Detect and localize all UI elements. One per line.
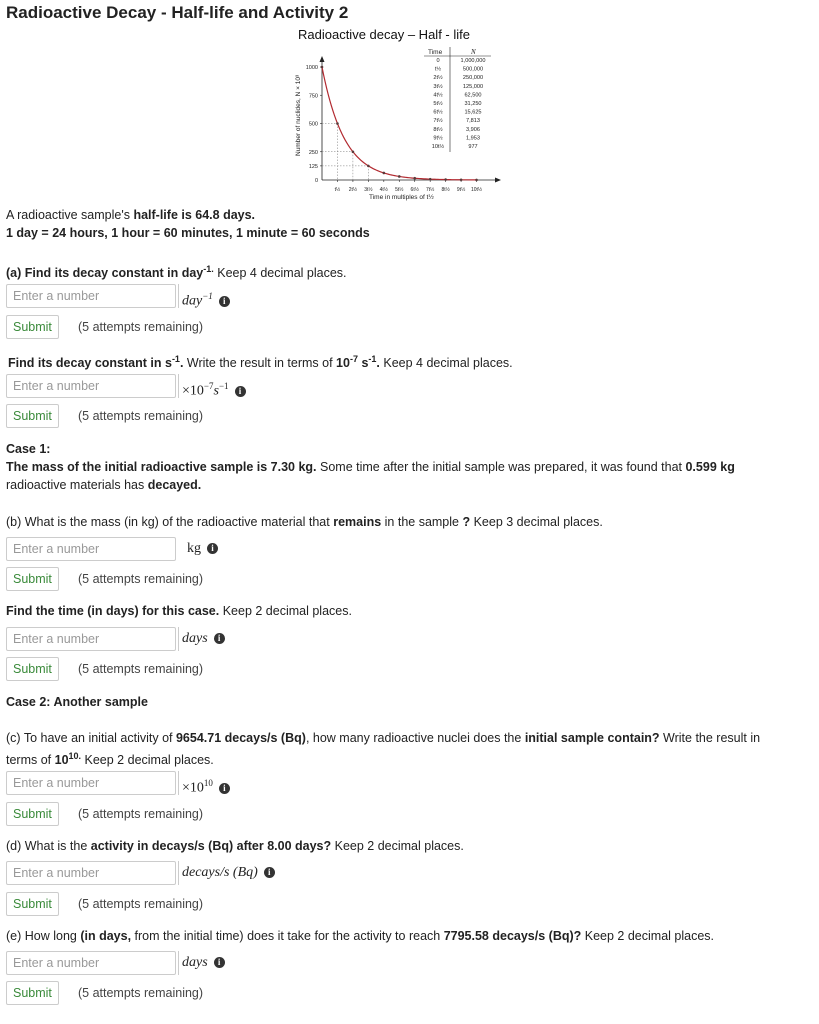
data-point xyxy=(367,165,370,168)
table-n-cell: 15,625 xyxy=(464,109,482,116)
table-time-cell: 9t½ xyxy=(433,135,443,142)
table-time-cell: 0 xyxy=(436,58,440,64)
x-tick-label: 9t½ xyxy=(456,187,466,193)
data-point xyxy=(336,122,339,125)
answer-d-input[interactable] xyxy=(13,863,173,883)
attempts-a: (5 attempts remaining) xyxy=(78,320,204,334)
table-time-cell: 8t½ xyxy=(433,126,443,133)
table-header-n: N xyxy=(471,48,476,56)
answer-b-unit: kg i xyxy=(184,537,218,561)
x-tick-label: 2t½ xyxy=(348,187,358,193)
attempts-b: (5 attempts remaining) xyxy=(78,572,204,586)
table-n-cell: 1,953 xyxy=(466,135,480,142)
question-a2: Find its decay constant in $s^{-1}$. Write the result in terms of $10^{-7}$ $s^{-1}$. Keep 4 decimal places. xyxy=(8,354,513,371)
answer-b-input[interactable] xyxy=(13,539,173,559)
answer-a-unit: day$^{-1}$ i xyxy=(178,284,230,308)
answer-b2-field[interactable] xyxy=(6,627,176,651)
page-title: Radioactive Decay - Half-life and Activity 2 xyxy=(6,3,349,22)
info-icon[interactable]: i xyxy=(219,783,230,794)
intro-line-2: 1 day = 24 hours, 1 hour = 60 minutes, 1 minute = 60 seconds xyxy=(6,226,370,240)
answer-c-unit: $\times 10^{10}$ i xyxy=(178,771,230,795)
question-e: (e) How long (in days, from the initial time) does it take for the activity to reach 7795.58 decays/s (Bq)? Keep 2 decimal places. xyxy=(6,929,714,943)
data-point xyxy=(352,150,355,153)
question-d: (d) What is the activity in decays/s (Bq) after 8.00 days? Keep 2 decimal places. xyxy=(6,839,464,853)
x-tick-label: 8t½ xyxy=(441,187,450,193)
attempts-d: (5 attempts remaining) xyxy=(78,897,204,911)
answer-b2-unit: days i xyxy=(178,627,225,651)
answer-e-input[interactable] xyxy=(13,953,173,973)
info-icon[interactable]: i xyxy=(235,386,246,397)
table-n-cell: 7,813 xyxy=(466,118,480,125)
y-tick-label: 500 xyxy=(308,121,318,128)
question-c-line-1: (c) To have an initial activity of 9654.71 decays/s (Bq), how many radioactive nuclei does the initial sample contain? Write the result in xyxy=(6,731,761,745)
table-time-cell: 5t½ xyxy=(433,101,443,107)
info-icon[interactable]: i xyxy=(207,543,218,554)
answer-c-input[interactable] xyxy=(13,773,173,793)
case-2-label: Case 2: Another sample xyxy=(6,695,148,709)
answer-b-field[interactable] xyxy=(6,537,176,561)
answer-b2-input[interactable] xyxy=(13,629,173,649)
data-point xyxy=(321,66,324,69)
table-n-cell: 1,000,000 xyxy=(460,58,486,64)
table-n-cell: 125,000 xyxy=(462,83,484,90)
answer-c-field[interactable] xyxy=(6,771,176,795)
submit-a2-button[interactable]: Submit xyxy=(6,404,59,428)
submit-d-button[interactable]: Submit xyxy=(6,892,59,916)
table-time-cell: 4t½ xyxy=(433,92,443,99)
y-tick-label: 125 xyxy=(308,163,318,170)
attempts-b2: (5 attempts remaining) xyxy=(78,662,204,676)
y-axis-arrow xyxy=(320,56,325,62)
table-time-cell: t½ xyxy=(434,66,442,73)
question-a: (a) Find its decay constant in day$^{-1.}$ Keep 4 decimal places. xyxy=(6,264,347,281)
table-time-cell: 2t½ xyxy=(433,75,443,82)
answer-a2-unit: $\times 10^{-7}s^{-1}$ i xyxy=(178,374,246,398)
table-time-cell: 7t½ xyxy=(433,118,443,125)
answer-d-unit: decays/s (Bq) i xyxy=(178,861,275,885)
info-icon[interactable]: i xyxy=(264,867,275,878)
case-1-label: Case 1: xyxy=(6,442,51,456)
answer-a-input[interactable] xyxy=(13,286,173,306)
data-point xyxy=(475,179,478,182)
answer-d-field[interactable] xyxy=(6,861,176,885)
figure-title: Radioactive decay – Half - life xyxy=(298,27,470,42)
x-axis-arrow xyxy=(495,178,501,183)
answer-e-unit: days i xyxy=(178,951,225,975)
info-icon[interactable]: i xyxy=(219,296,230,307)
attempts-c: (5 attempts remaining) xyxy=(78,807,204,821)
data-point xyxy=(383,172,386,175)
x-tick-label: 7t½ xyxy=(426,187,435,193)
table-n-cell: 977 xyxy=(468,144,478,150)
y-tick-label: 0 xyxy=(314,178,318,184)
x-tick-label: 6t½ xyxy=(410,187,419,193)
table-time-cell: 6t½ xyxy=(433,109,443,116)
answer-e-field[interactable] xyxy=(6,951,176,975)
data-point xyxy=(413,177,416,180)
table-n-cell: 62,500 xyxy=(464,92,482,99)
table-header-time: Time xyxy=(428,49,443,56)
decay-chart xyxy=(283,44,503,206)
answer-a-field[interactable] xyxy=(6,284,176,308)
data-point xyxy=(429,178,432,181)
submit-b-button[interactable]: Submit xyxy=(6,567,59,591)
question-b2: Find the time (in days) for this case. Keep 2 decimal places. xyxy=(6,604,352,618)
intro-line-1: A radioactive sample's half-life is 64.8 days. xyxy=(6,208,256,222)
answer-a2-input[interactable] xyxy=(13,376,173,396)
y-tick-label: 1000 xyxy=(305,65,318,71)
table-time-cell: 10t½ xyxy=(431,144,445,150)
data-point xyxy=(460,178,463,181)
submit-b2-button[interactable]: Submit xyxy=(6,657,59,681)
table-n-cell: 3,906 xyxy=(466,126,480,133)
x-tick-label: 5t½ xyxy=(395,187,404,193)
question-c-line-2: terms of $10^{10.}$ Keep 2 decimal places. xyxy=(6,751,214,768)
y-tick-label: 250 xyxy=(308,149,318,156)
question-b: (b) What is the mass (in kg) of the radioactive material that remains in the sample ? Keep 3 decimal places. xyxy=(6,515,603,529)
submit-c-button[interactable]: Submit xyxy=(6,802,59,826)
table-n-cell: 250,000 xyxy=(462,75,484,82)
info-icon[interactable]: i xyxy=(214,633,225,644)
x-tick-label: 3t½ xyxy=(364,187,373,193)
y-tick-label: 750 xyxy=(308,93,318,100)
table-n-cell: 500,000 xyxy=(462,66,484,73)
y-axis-label: Number of nuclides, N × 10³ xyxy=(295,74,302,156)
case-1-line-1: The mass of the initial radioactive sample is 7.30 kg. Some time after the initial sample was prepared, it was found that 0.599 kg xyxy=(6,460,735,474)
case-1-line-2: radioactive materials has decayed. xyxy=(6,478,202,492)
table-n-cell: 31,250 xyxy=(464,101,482,107)
answer-a2-field[interactable] xyxy=(6,374,176,398)
x-axis-label: Time in multiples of t½ xyxy=(369,194,434,201)
info-icon[interactable]: i xyxy=(214,957,225,968)
submit-e-button[interactable]: Submit xyxy=(6,981,59,1005)
attempts-e: (5 attempts remaining) xyxy=(78,986,204,1000)
data-point xyxy=(444,178,447,181)
attempts-a2: (5 attempts remaining) xyxy=(78,409,204,423)
x-tick-label: t½ xyxy=(334,187,341,193)
x-tick-label: 4t½ xyxy=(379,187,388,193)
table-time-cell: 3t½ xyxy=(433,83,443,90)
submit-a-button[interactable]: Submit xyxy=(6,315,59,339)
data-point xyxy=(398,175,401,178)
decay-curve xyxy=(322,67,477,180)
x-tick-label: 10t½ xyxy=(470,187,483,193)
